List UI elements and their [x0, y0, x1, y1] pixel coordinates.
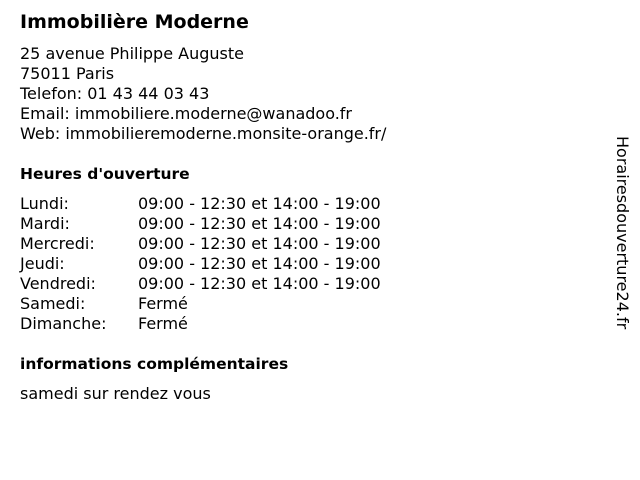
hours-time-value: Fermé	[138, 314, 188, 333]
hours-time-value: Fermé	[138, 294, 188, 313]
hours-day-label: Lundi:	[20, 194, 69, 213]
opening-hours-heading: Heures d'ouverture	[20, 165, 190, 183]
hours-time-value: 09:00 - 12:30 et 14:00 - 19:00	[138, 234, 381, 253]
opening-hours-table	[20, 194, 381, 334]
hours-time-value: 09:00 - 12:30 et 14:00 - 19:00	[138, 214, 381, 233]
hours-row-thursday	[20, 254, 381, 274]
hours-row-saturday	[20, 294, 381, 314]
hours-day-label: Vendredi:	[20, 274, 96, 293]
hours-day-label: Mardi:	[20, 214, 70, 233]
hours-day-label: Jeudi:	[20, 254, 65, 273]
email-line: Email: immobiliere.moderne@wanadoo.fr	[20, 104, 353, 123]
additional-info-text: samedi sur rendez vous	[20, 384, 211, 403]
hours-row-monday	[20, 194, 381, 214]
hours-time-value: 09:00 - 12:30 et 14:00 - 19:00	[138, 254, 381, 273]
hours-time-value: 09:00 - 12:30 et 14:00 - 19:00	[138, 274, 381, 293]
hours-day-label: Mercredi:	[20, 234, 95, 253]
hours-row-wednesday	[20, 234, 381, 254]
site-watermark: Horairesdouverture24.fr	[613, 136, 632, 330]
hours-time-value: 09:00 - 12:30 et 14:00 - 19:00	[138, 194, 381, 213]
address-street: 25 avenue Philippe Auguste	[20, 44, 244, 63]
hours-row-tuesday	[20, 214, 381, 234]
contact-block	[20, 44, 386, 144]
phone-line: Telefon: 01 43 44 03 43	[20, 84, 210, 103]
address-city: 75011 Paris	[20, 64, 115, 83]
hours-day-label: Samedi:	[20, 294, 86, 313]
hours-day-label: Dimanche:	[20, 314, 107, 333]
business-name: Immobilière Moderne	[20, 11, 249, 33]
web-line: Web: immobilieremoderne.monsite-orange.fr/	[20, 124, 387, 143]
additional-info-heading: informations complémentaires	[20, 355, 289, 373]
hours-row-friday	[20, 274, 381, 294]
hours-row-sunday	[20, 314, 381, 334]
